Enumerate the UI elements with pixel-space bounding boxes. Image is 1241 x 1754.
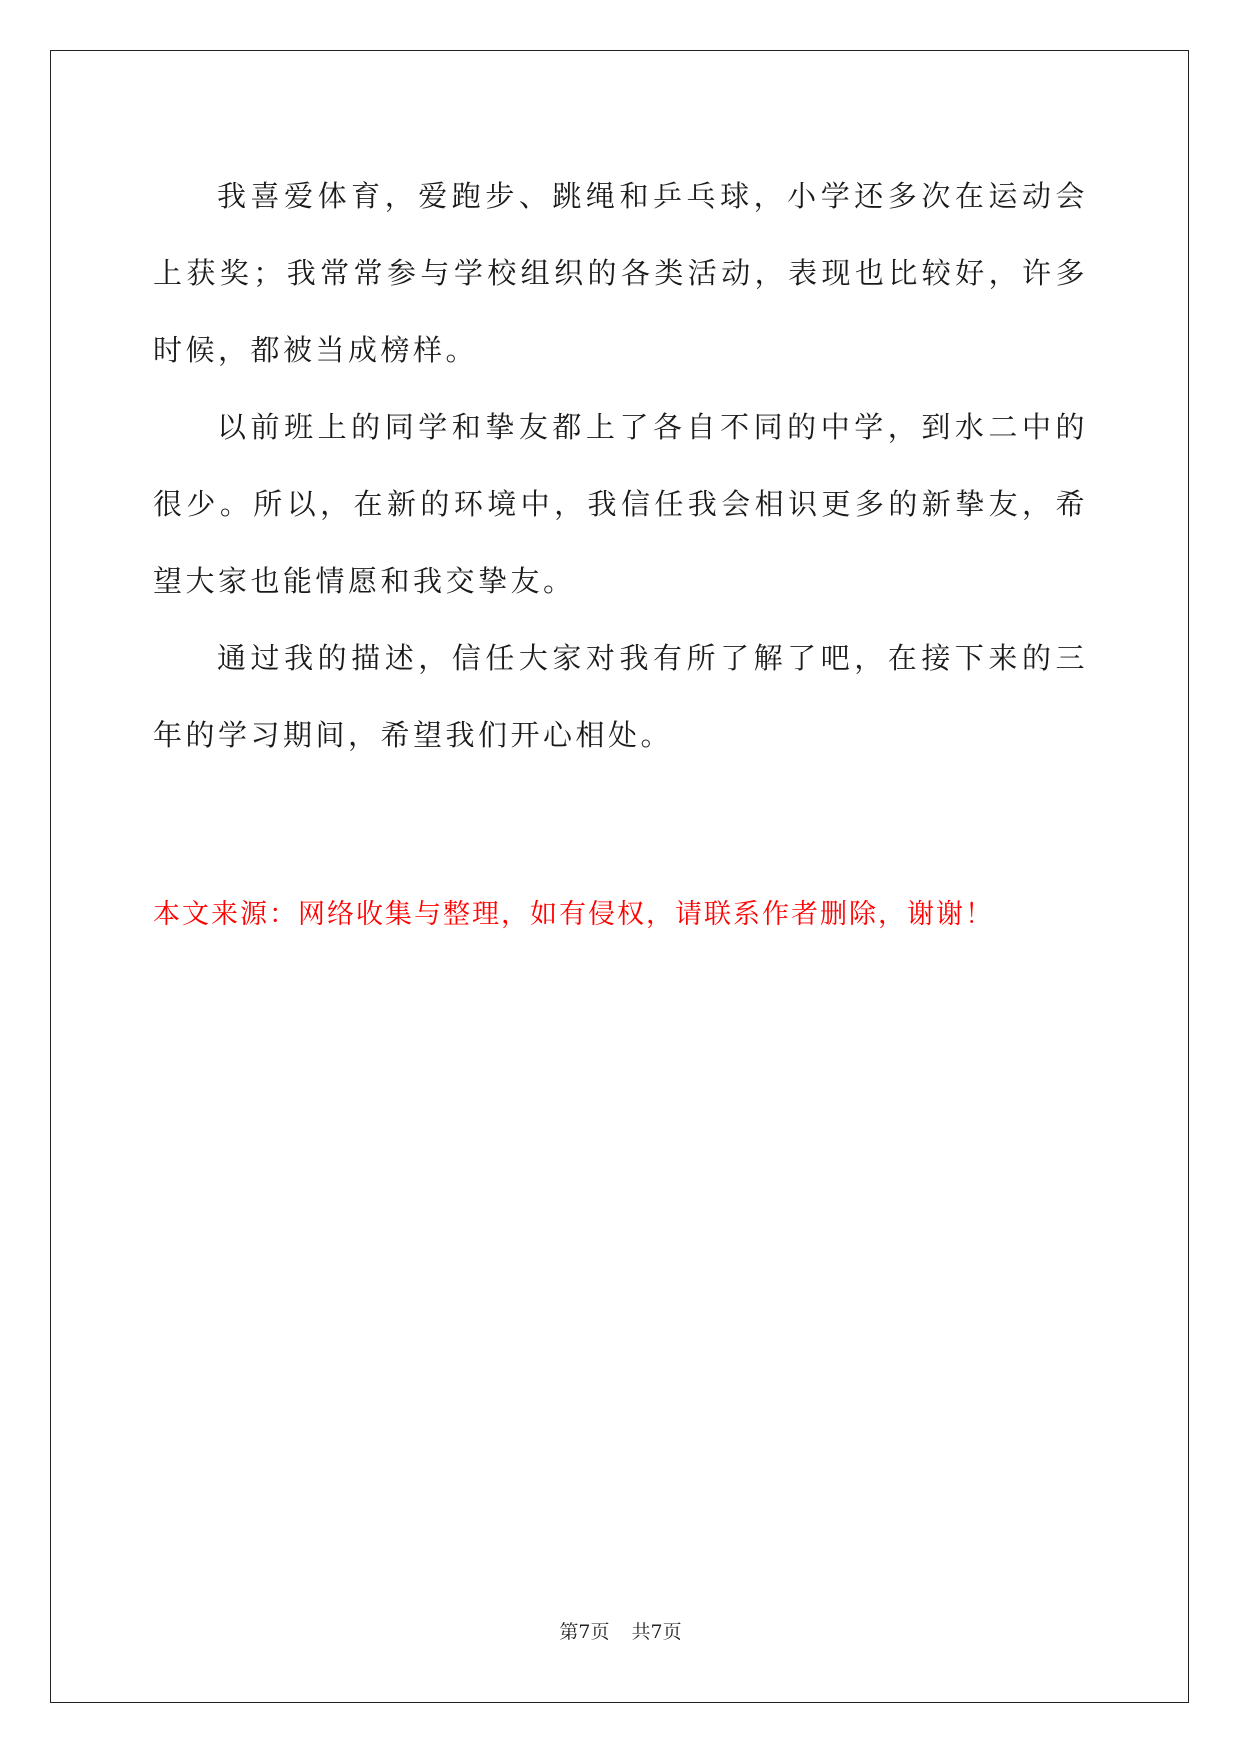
total-pages: 共7页 bbox=[631, 1621, 682, 1643]
page-footer bbox=[0, 1617, 1241, 1644]
source-note: 本文来源：网络收集与整理，如有侵权，请联系作者删除，谢谢！ bbox=[153, 899, 994, 930]
paragraph-3: 通过我的描述，信任大家对我有所了解了吧，在接下来的三年的学习期间，希望我们开心相处。 bbox=[153, 641, 1088, 752]
paragraph-2: 以前班上的同学和挚友都上了各自不同的中学，到水二中的很少。所以，在新的环境中，我信任我会相识更多的新挚友，希望大家也能情愿和我交挚友。 bbox=[153, 410, 1088, 598]
paragraph-1: 我喜爱体育，爱跑步、跳绳和乒乓球，小学还多次在运动会上获奖；我常常参与学校组织的各类活动，表现也比较好，许多时候，都被当成榜样。 bbox=[153, 179, 1088, 367]
document-body bbox=[153, 158, 1088, 774]
current-page-number: 第7页 bbox=[559, 1621, 610, 1643]
